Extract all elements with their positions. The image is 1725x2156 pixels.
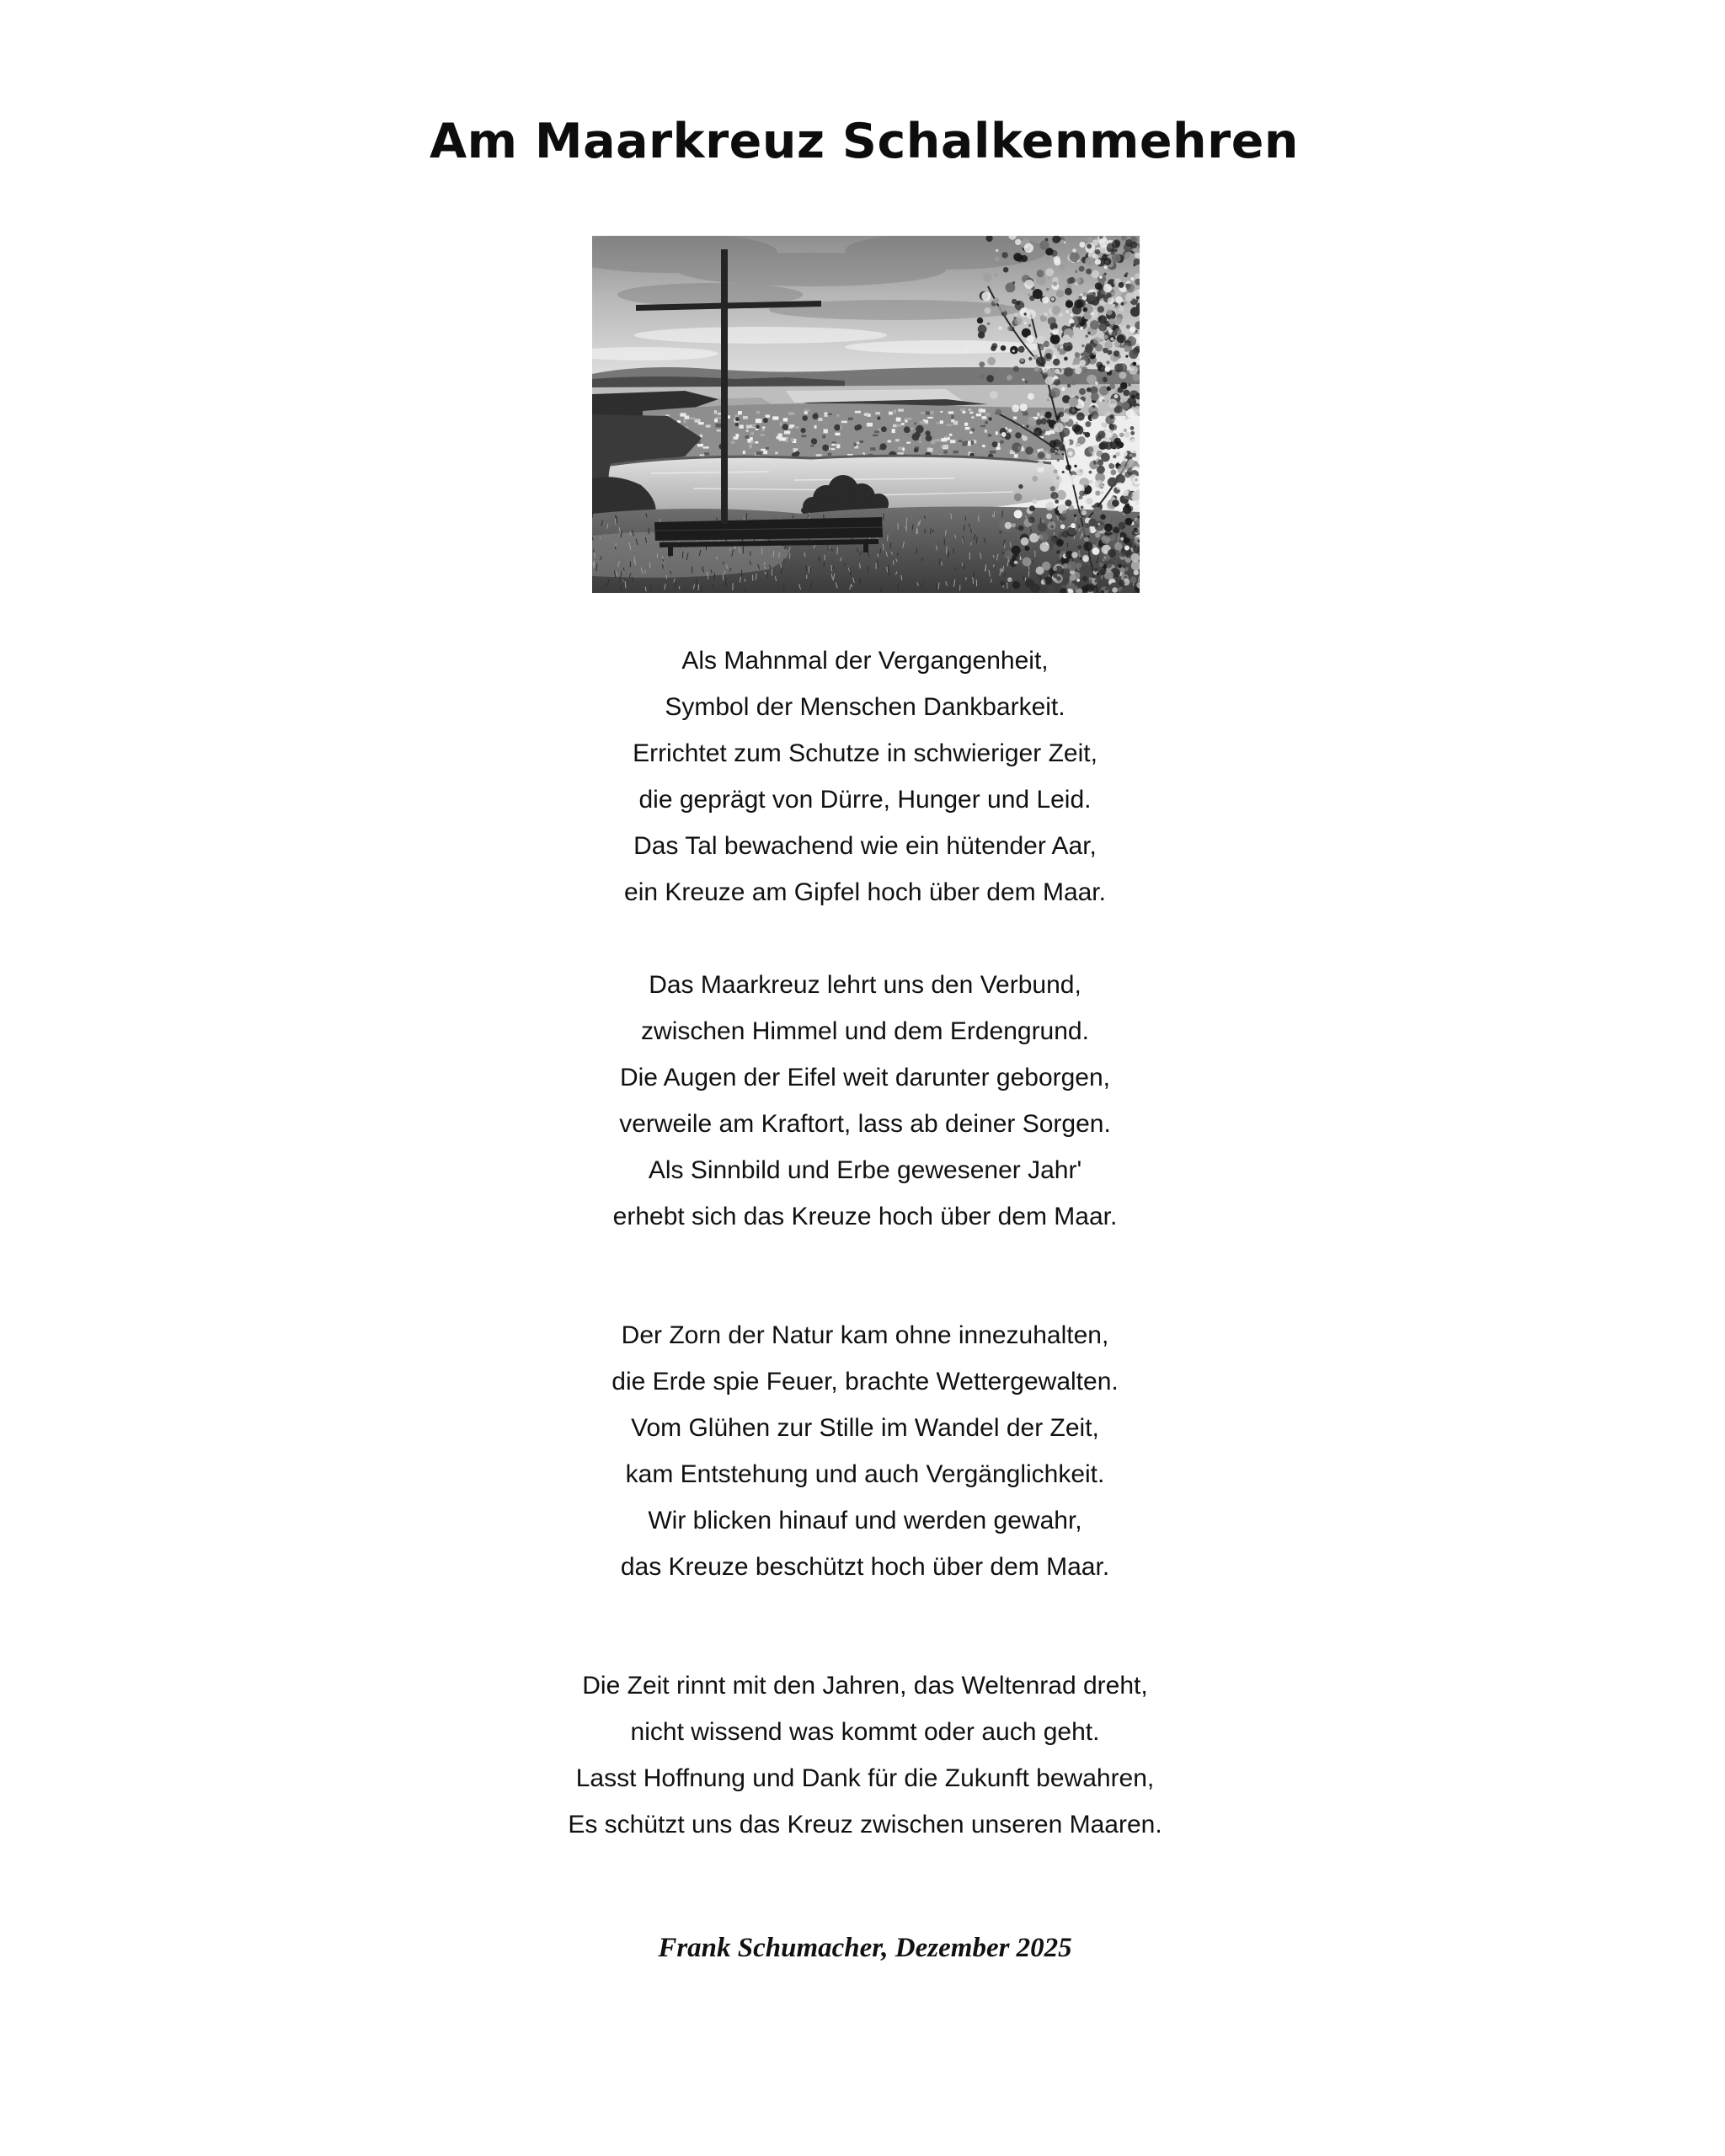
verse-line: Symbol der Menschen Dankbarkeit.: [665, 693, 1065, 721]
verse-line: Die Zeit rinnt mit den Jahren, das Weltenrad dreht,: [582, 1672, 1148, 1700]
poem-title: Am Maarkreuz Schalkenmehren: [430, 114, 1299, 169]
verse-line: erhebt sich das Kreuze hoch über dem Maar.: [612, 1203, 1118, 1230]
stanza-4: [0, 1662, 1725, 1848]
verse-line: Es schützt uns das Kreuz zwischen unseren Maaren.: [568, 1811, 1162, 1838]
verse-line: Das Tal bewachend wie ein hütender Aar,: [633, 832, 1097, 860]
verse-line: Als Mahnmal der Vergangenheit,: [681, 647, 1049, 675]
verse-line: Der Zorn der Natur kam ohne innezuhalten,: [621, 1321, 1109, 1349]
verse-line: die geprägt von Dürre, Hunger und Leid.: [638, 786, 1092, 814]
stanza-1: [0, 638, 1725, 915]
verse-line: Lasst Hoffnung und Dank für die Zukunft bewahren,: [575, 1764, 1155, 1792]
verse-line: Die Augen der Eifel weit darunter geborgen,: [619, 1064, 1111, 1091]
stanza-2: [0, 962, 1725, 1240]
cross-landscape-photo: [592, 236, 1140, 593]
verse-line: Wir blicken hinauf und werden gewahr,: [648, 1507, 1082, 1534]
verse-line: nicht wissend was kommt oder auch geht.: [630, 1718, 1100, 1746]
author-signature: Frank Schumacher, Dezember 2025: [658, 1933, 1072, 1963]
verse-line: das Kreuze beschützt hoch über dem Maar.: [620, 1553, 1110, 1581]
verse-line: verweile am Kraftort, lass ab deiner Sorgen.: [619, 1110, 1111, 1138]
verse-line: die Erde spie Feuer, brachte Wettergewalten.: [611, 1368, 1119, 1396]
verse-line: Vom Glühen zur Stille im Wandel der Zeit,: [631, 1414, 1099, 1442]
verse-line: zwischen Himmel und dem Erdengrund.: [641, 1017, 1089, 1045]
photo-illustration: [592, 236, 1140, 593]
verse-line: Das Maarkreuz lehrt uns den Verbund,: [649, 971, 1081, 999]
verse-line: kam Entstehung und auch Vergänglichkeit.: [625, 1460, 1105, 1488]
verse-line: ein Kreuze am Gipfel hoch über dem Maar.: [624, 878, 1106, 906]
verse-line: Errichtet zum Schutze in schwieriger Zeit,: [633, 739, 1097, 767]
stanza-3: [0, 1312, 1725, 1590]
verse-line: Als Sinnbild und Erbe gewesener Jahr': [648, 1156, 1082, 1184]
